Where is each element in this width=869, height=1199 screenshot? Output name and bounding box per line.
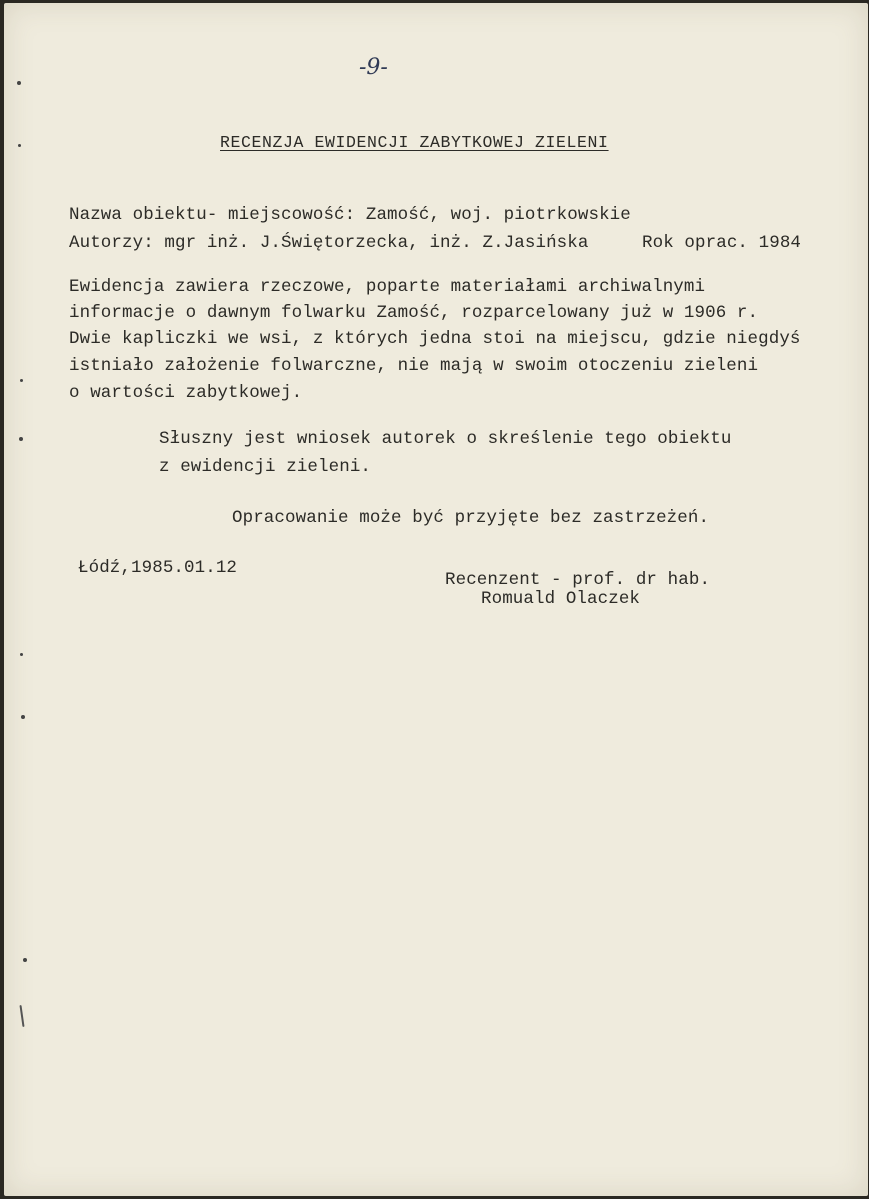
paragraph-1-line: Ewidencja zawiera rzeczowe, poparte materiałami archiwalnymi [69, 277, 706, 297]
paragraph-1-line: informacje o dawnym folwarku Zamość, rozparcelowany już w 1906 r. [69, 303, 759, 323]
margin-dot-mark [23, 958, 27, 962]
document-page [4, 3, 868, 1196]
paragraph-1-line: istniało założenie folwarczne, nie mają w swoim otoczeniu zieleni [69, 356, 759, 376]
margin-dot-mark [17, 81, 21, 85]
margin-dot-mark [18, 144, 21, 147]
reviewer-title: Recenzent - prof. dr hab. [445, 570, 711, 590]
reviewer-name: Romuald Olaczek [481, 589, 641, 609]
margin-tick-mark [19, 1005, 24, 1027]
page-number: -9- [359, 55, 388, 80]
place-date: Łódź,1985.01.12 [78, 558, 238, 578]
paragraph-1-line: o wartości zabytkowej. [69, 383, 303, 403]
authors-line: Autorzy: mgr inż. J.Świętorzecka, inż. Z.Jasińska [69, 233, 589, 253]
object-name-line: Nazwa obiektu- miejscowość: Zamość, woj. piotrkowskie [69, 205, 631, 225]
paragraph-2-line: z ewidencji zieleni. [159, 457, 372, 477]
year-line: Rok oprac. 1984 [642, 233, 802, 253]
margin-dot-mark [21, 715, 25, 719]
conclusion-line: Opracowanie może być przyjęte bez zastrzeżeń. [232, 508, 710, 528]
margin-dot-mark [20, 379, 23, 382]
paragraph-1-line: Dwie kapliczki we wsi, z których jedna stoi na miejscu, gdzie niegdyś [69, 329, 801, 349]
paragraph-2-line: Słuszny jest wniosek autorek o skreślenie tego obiektu [159, 429, 732, 449]
margin-dot-mark [20, 653, 23, 656]
document-title: RECENZJA EWIDENCJI ZABYTKOWEJ ZIELENI [220, 133, 609, 152]
margin-dot-mark [19, 437, 23, 441]
